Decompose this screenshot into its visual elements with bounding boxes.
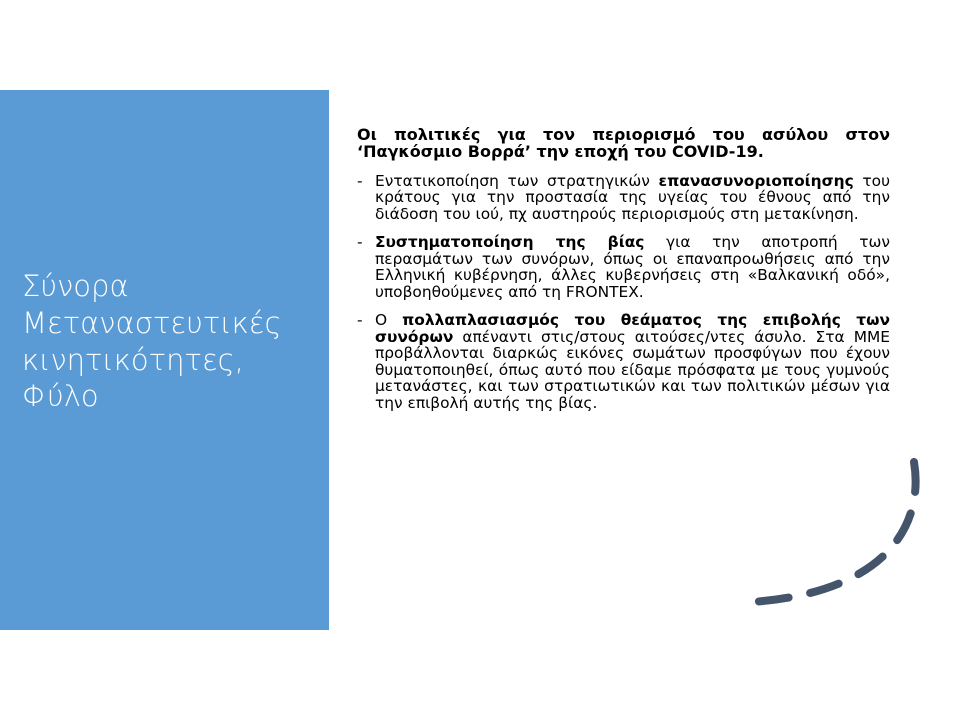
dashed-arc-path — [752, 462, 916, 602]
bullet-text: του κράτους για την προστασία της υγείας του έθνους από την διάδοση του ιού, πχ αυστηρούς περιορισμούς στη μετακίνηση. — [375, 171, 890, 223]
bullet-dash: - — [357, 233, 363, 252]
dashed-arc-decoration — [740, 452, 940, 622]
bullet-item — [357, 234, 890, 300]
bullet-text: απέναντι στις/στους αιτούσες/ντες άσυλο. Στα ΜΜΕ προβάλλονται διαρκώς εικόνες σωμάτων προσφύγων που έχουν θυματοποιηθεί, όπως αυτό που είδαμε πρόσφατα με τους γυμνούς μετανάστες, και των στρατιωτικών και των πολιτικών μέσων για την επιβολή αυτής της βίας. — [375, 327, 890, 412]
slide-title-line: Σύνορα — [22, 269, 129, 303]
bullet-bold-text: πολλαπλασιασμός του θεάματος της επιβολής των συνόρων — [375, 311, 890, 346]
slide-title — [22, 268, 322, 415]
content-heading: Οι πολιτικές για τον περιορισμό του ασύλου στον ‘Παγκόσμιο Βορρά’ την εποχή του COVID-19. — [357, 125, 890, 161]
content-area — [357, 127, 890, 423]
bullet-text: Εντατικοποίηση των στρατηγικών — [375, 171, 659, 190]
slide-title-line: Μεταναστευτικές — [22, 305, 282, 340]
bullet-dash: - — [357, 171, 363, 190]
bullet-bold-text: επανασυνοριοποίησης — [658, 171, 854, 190]
slide-title-line: κινητικότητες, — [22, 342, 244, 377]
bullet-list — [357, 173, 890, 411]
bullet-text: για την αποτροπή των περασμάτων των συνόρων, όπως οι επαναπροωθήσεις από την Ελληνική κυβέρνηση, άλλες κυβερνήσεις στη «Βαλκανική οδό», υποβοηθούμενες από τη FRONTEX. — [375, 233, 890, 301]
bullet-item — [357, 173, 890, 222]
bullet-text: Ο — [375, 311, 403, 330]
bullet-bold-text: Συστηματοποίηση της βίας — [375, 233, 645, 252]
slide-title-line: Φύλο — [22, 379, 99, 414]
bullet-item — [357, 312, 890, 411]
bullet-dash: - — [357, 311, 363, 330]
